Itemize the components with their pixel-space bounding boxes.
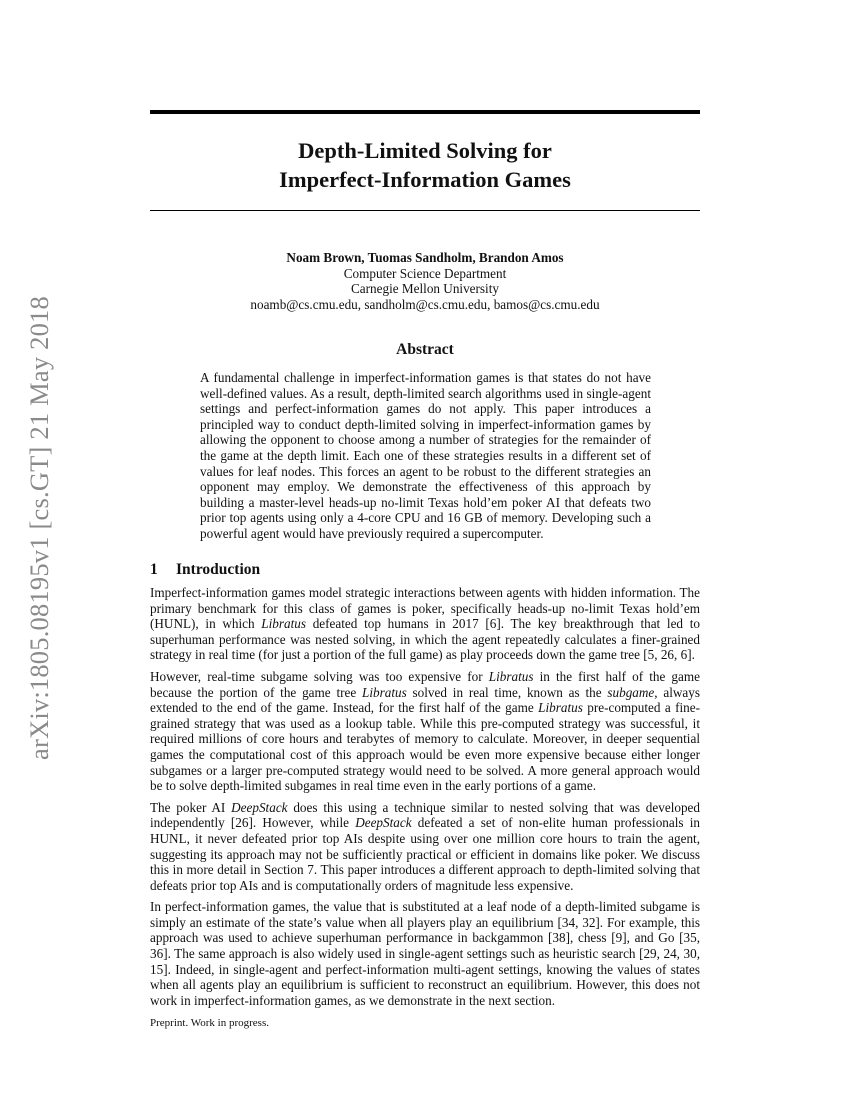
title-line-1: Depth-Limited Solving for bbox=[298, 138, 552, 163]
footer-note: Preprint. Work in progress. bbox=[150, 1017, 269, 1029]
abstract-heading: Abstract bbox=[396, 341, 454, 358]
emphasis-subgame: subgame bbox=[607, 684, 655, 700]
emphasis-libratus: Libratus bbox=[488, 668, 534, 684]
emphasis-libratus: Libratus bbox=[362, 684, 407, 700]
author-university: Carnegie Mellon University bbox=[351, 281, 499, 296]
paper-title bbox=[150, 136, 700, 194]
paragraph-2: However, real-time subgame solving was too expensive for Libratus in the first half of the game because the portion of the game tree Libratus solved in real time, known as the subgame, always extended to the end of the game. Instead, for the first half of the game Libratus pre-computed a fine-grained strategy that was used as a lookup table. While this pre-computed strategy was successful, it required millions of core hours and terabytes of memory to calculate. Moreover, in deeper sequential games the computational cost of this approach would be even more expensive because either longer subgames or a larger pre-computed strategy would need to be solved. A more general approach would be to solve depth-limited subgames in real time even in the early portions of a game. bbox=[150, 668, 701, 794]
title-top-rule bbox=[150, 110, 700, 114]
author-department: Computer Science Department bbox=[343, 265, 507, 281]
paragraph-1: Imperfect-information games model strategic interactions between agents with hidden information. The primary benchmark for this class of games is poker, specifically heads-up no-limit Texas hold’em (HUNL), in which Libratus defeated top humans in 2017 [6]. The key breakthrough that led to superhuman performance was nested solving, in which the agent repeatedly calculates a finer-grained strategy in real time (for just a portion of the full game) as play proceeds down the game tree [5, 26, 6]. bbox=[150, 585, 700, 663]
arxiv-stamp bbox=[24, 290, 54, 760]
author-emails: noamb@cs.cmu.edu, sandholm@cs.cmu.edu, bamos@cs.cmu.edu bbox=[250, 296, 600, 312]
title-bottom-rule bbox=[150, 210, 700, 211]
paragraph-3: The poker AI DeepStack does this using a technique similar to nested solving that was developed independently [26]. However, while DeepStack defeated a set of non-elite human professionals in HUNL, it never defeated prior top AIs despite using over one million core hours to train the agent, suggesting its approach may not be sufficiently practical or efficient in domains like poker. We discuss this in more detail in Section 7. This paper introduces a different approach to depth-limited solving that defeats prior top AIs and is computationally orders of magnitude less expensive. bbox=[150, 799, 700, 893]
emphasis-deepstack: DeepStack bbox=[355, 815, 412, 831]
arxiv-stamp-text: arXiv:1805.08195v1 [cs.GT] 21 May 2018 bbox=[24, 296, 54, 760]
section-title: Introduction bbox=[176, 561, 261, 578]
section-number: 1 bbox=[150, 561, 158, 578]
emphasis-libratus: Libratus bbox=[538, 700, 583, 716]
paragraph-4: In perfect-information games, the value that is substituted at a leaf node of a depth-limited subgame is simply an estimate of the state’s value when all players play an equilibrium [34, 32]. For example, this approach was used to achieve superhuman performance in backgammon [38], chess [9], and Go [35, 36]. The same approach is also widely used in single-agent settings such as heuristic search [29, 24, 30, 15]. Indeed, in single-agent and perfect-information multi-agent settings, knowing the values of states when all agents play an equilibrium is sufficient to reconstruct an equilibrium. However, this does not work in imperfect-information games, as we demonstrate in the next section. bbox=[150, 899, 700, 1008]
author-block bbox=[150, 250, 700, 312]
emphasis-deepstack: DeepStack bbox=[231, 799, 288, 815]
abstract-text: A fundamental challenge in imperfect-information games is that states do not have well-defined values. As a result, depth-limited search algorithms used in single-agent settings and perfect-information games do not apply. This paper introduces a principled way to conduct depth-limited solving in imperfect-information games by allowing the opponent to choose among a number of strategies for the remainder of the game at the depth limit. Each one of these strategies results in a different set of values for leaf nodes. This forces an agent to be robust to the different strategies an opponent may employ. We demonstrate the effectiveness of this approach by building a master-level heads-up no-limit Texas hold’em poker AI that defeats two prior top agents using only a 4-core CPU and 16 GB of memory. Developing such a powerful agent would have previously required a supercomputer. bbox=[200, 370, 651, 541]
body-text bbox=[150, 585, 700, 1014]
author-names: Noam Brown, Tuomas Sandholm, Brandon Amos bbox=[286, 250, 564, 265]
section-heading bbox=[150, 561, 260, 579]
emphasis-libratus: Libratus bbox=[261, 616, 307, 632]
title-line-2: Imperfect-Information Games bbox=[279, 167, 571, 192]
